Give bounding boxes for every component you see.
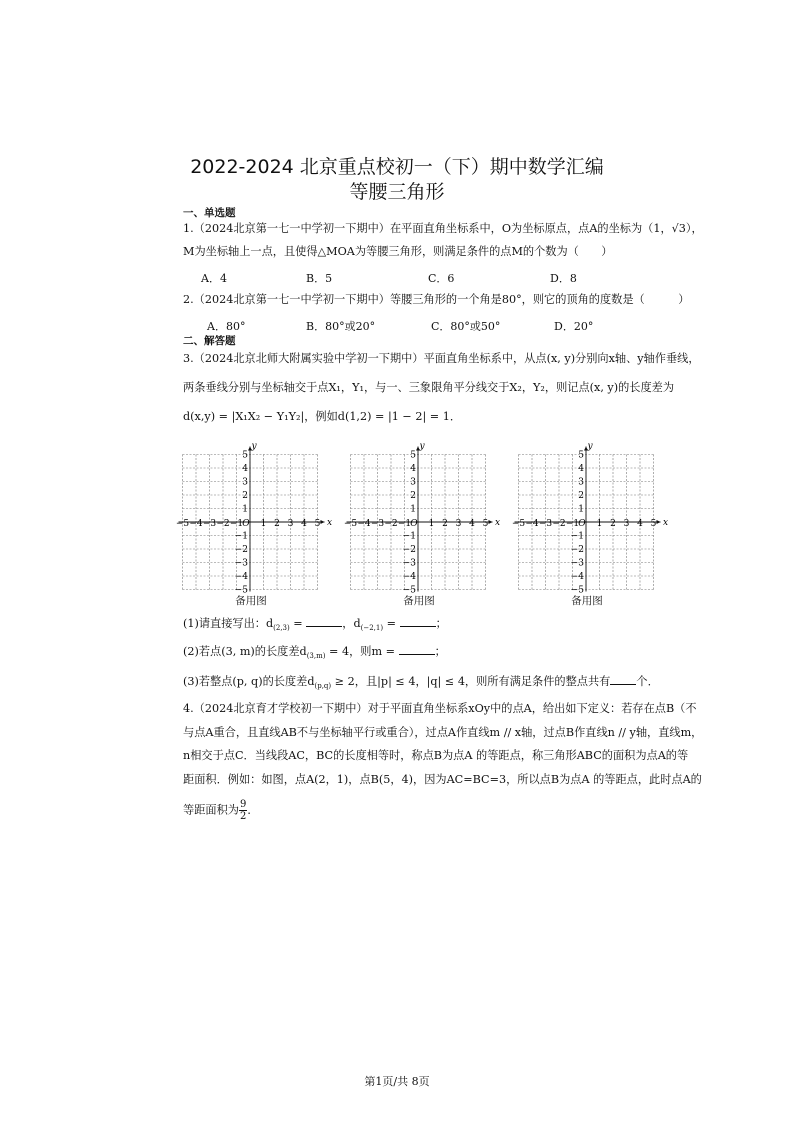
q4-line4: 距面积．例如：如图，点A(2，1)，点B(5，4)，因为AC=BC=3，所以点B为点A 的等距点，此时点A的	[183, 773, 702, 786]
q4-line5: 等距面积为 $\frac{9}{2}$ ．	[183, 799, 259, 822]
q3-line3: d(x,y) = |X₁X₂ − Y₁Y₂|，例如d(1,2) = |1 − 2| = 1．	[183, 410, 462, 423]
x-tick-label: −5	[511, 519, 526, 529]
x-tick-label: 2	[442, 519, 448, 529]
document-subtitle: 等腰三角形	[349, 181, 445, 203]
y-tick-label: −3	[402, 558, 416, 569]
x-tick-label: −1	[229, 519, 244, 529]
x-tick-label: −1	[565, 519, 580, 529]
x-tick-label: −4	[525, 519, 539, 529]
y-tick-label: −5	[402, 585, 416, 596]
x-axis-label: x	[326, 518, 333, 528]
q2-option-a: A．80°	[207, 320, 246, 333]
y-tick-label: −2	[402, 545, 416, 555]
x-tick-label: −4	[189, 519, 203, 529]
origin-label: O	[410, 519, 418, 529]
x-tick-label: −2	[216, 519, 230, 529]
origin-label: O	[242, 519, 250, 529]
q1-option-c: C．6	[428, 272, 455, 285]
x-tick-label: −3	[370, 519, 385, 529]
y-tick-label: −2	[570, 545, 584, 555]
q1-line2: M为坐标轴上一点，且使得△MOA为等腰三角形，则满足条件的点M的个数为（ ）	[183, 245, 613, 258]
q4-line2: 与点A重合，且直线AB不与坐标轴平行或重合），过点A作直线m // x轴，过点B作直线n // y轴，直线m，	[183, 726, 703, 739]
y-axis-label: y	[587, 441, 593, 452]
y-tick-label: 2	[578, 491, 584, 501]
x-tick-label: 3	[455, 519, 462, 529]
y-tick-label: 4	[242, 464, 248, 474]
y-tick-label: 4	[410, 464, 416, 474]
y-tick-label: −3	[570, 558, 584, 569]
q2-option-c: C．80°或50°	[431, 320, 501, 333]
x-tick-label: 3	[287, 519, 294, 529]
x-tick-label: 3	[623, 519, 630, 529]
answer-blank-3[interactable]	[399, 644, 435, 655]
grid-caption-2: 备用图	[403, 595, 435, 607]
coordinate-grid-1	[175, 437, 342, 596]
x-tick-label: 1	[428, 519, 435, 529]
answer-blank-1[interactable]	[306, 616, 342, 627]
q3-sub3: (3)若整点(p, q)的长度差$d_{(p,q)} \ge 2$，且|p| ≤ 4，|q| ≤ 4，则所有满足条件的整点共有 个．	[183, 675, 659, 691]
answer-blank-4[interactable]	[610, 674, 636, 685]
q1-option-d: D．8	[550, 272, 577, 285]
page-footer: 第1页/共 8页	[364, 1075, 430, 1088]
x-tick-label: 2	[274, 519, 280, 529]
y-tick-label: 1	[242, 504, 248, 515]
y-tick-label: 3	[242, 477, 248, 488]
y-tick-label: 5	[410, 450, 416, 461]
y-tick-label: −4	[570, 572, 584, 582]
q2-line1: 2.（2024北京第一七一中学初一下期中）等腰三角形的一个角是80°，则它的顶角的度数是（ ）	[183, 293, 690, 306]
x-tick-label: −5	[175, 519, 190, 529]
y-axis-label: y	[419, 441, 425, 452]
origin-label: O	[578, 519, 586, 529]
q2-option-b: B．80°或20°	[306, 320, 376, 333]
x-tick-label: −2	[552, 519, 566, 529]
y-tick-label: −1	[570, 531, 584, 542]
x-axis-label: x	[662, 518, 669, 528]
y-tick-label: 1	[410, 504, 416, 515]
q1-line1: 1.（2024北京第一七一中学初一下期中）在平面直角坐标系中，O为坐标原点，点A的坐标为（1，√3），	[183, 222, 703, 235]
y-tick-label: 5	[242, 450, 248, 461]
x-tick-label: 1	[596, 519, 603, 529]
x-tick-label: 5	[482, 519, 489, 529]
y-tick-label: −5	[570, 585, 584, 596]
x-axis-label: x	[494, 518, 501, 528]
x-axis-arrow	[657, 520, 661, 524]
q2-option-d: D．20°	[554, 320, 594, 333]
fraction-nine-halves: $\frac{9}{2}$	[239, 799, 247, 822]
section-single-choice: 一、单选题	[183, 207, 236, 219]
grid-caption-3: 备用图	[571, 595, 603, 607]
y-tick-label: 1	[578, 504, 584, 515]
x-tick-label: 4	[637, 519, 643, 529]
y-tick-label: 3	[410, 477, 416, 488]
x-tick-label: 2	[610, 519, 616, 529]
document-title: 2022-2024 北京重点校初一（下）期中数学汇编	[190, 156, 604, 178]
x-tick-label: 5	[314, 519, 321, 529]
x-tick-label: −2	[384, 519, 398, 529]
q4-line1: 4.（2024北京育才学校初一下期中）对于平面直角坐标系xOy中的点A，给出如下定义：若存在点B（不	[183, 702, 697, 715]
answer-blank-2[interactable]	[400, 616, 436, 627]
x-tick-label: −3	[538, 519, 553, 529]
y-tick-label: −1	[402, 531, 416, 542]
y-tick-label: 4	[578, 464, 584, 474]
y-tick-label: −2	[234, 545, 248, 555]
x-axis-arrow	[321, 520, 325, 524]
y-tick-label: −3	[234, 558, 248, 569]
x-tick-label: −1	[397, 519, 412, 529]
x-axis-arrow	[489, 520, 493, 524]
q1-option-a: A．4	[201, 272, 227, 285]
y-tick-label: −1	[234, 531, 248, 542]
q3-sub2: (2)若点(3, m)的长度差$d_{(3,m)} = 4$，则m = ；	[183, 645, 446, 661]
x-tick-label: −3	[202, 519, 217, 529]
coordinate-grid-2	[343, 437, 510, 596]
x-tick-label: 5	[650, 519, 657, 529]
x-tick-label: 4	[469, 519, 475, 529]
grid-caption-1: 备用图	[235, 595, 267, 607]
coordinate-grid-3	[511, 437, 678, 596]
q1-option-b: B．5	[306, 272, 333, 285]
q3-line1: 3.（2024北京北师大附属实验中学初一下期中）平面直角坐标系中，从点(x, y)分别向x轴、y轴作垂线，	[183, 352, 700, 365]
x-tick-label: 1	[260, 519, 267, 529]
y-tick-label: −5	[234, 585, 248, 596]
y-tick-label: −4	[402, 572, 416, 582]
y-tick-label: 3	[578, 477, 584, 488]
q3-sub1: (1)请直接写出：$d_{(2,3)}$ = ，$d_{(-2,1)}$ = ；	[183, 617, 447, 633]
x-tick-label: −4	[357, 519, 371, 529]
y-tick-label: 5	[578, 450, 584, 461]
x-tick-label: −5	[343, 519, 358, 529]
q4-line3: n相交于点C．当线段AC，BC的长度相等时，称点B为点A 的等距点，称三角形ABC的面积为点A的等	[183, 749, 689, 762]
y-axis-label: y	[251, 441, 257, 452]
x-tick-label: 4	[301, 519, 307, 529]
y-tick-label: 2	[242, 491, 248, 501]
y-tick-label: 2	[410, 491, 416, 501]
q3-line2: 两条垂线分别与坐标轴交于点X₁，Y₁，与一、三象限角平分线交于X₂，Y₂，则记点(x, y)的长度差为	[183, 381, 675, 394]
y-tick-label: −4	[234, 572, 248, 582]
section-answer: 二、解答题	[183, 335, 236, 347]
